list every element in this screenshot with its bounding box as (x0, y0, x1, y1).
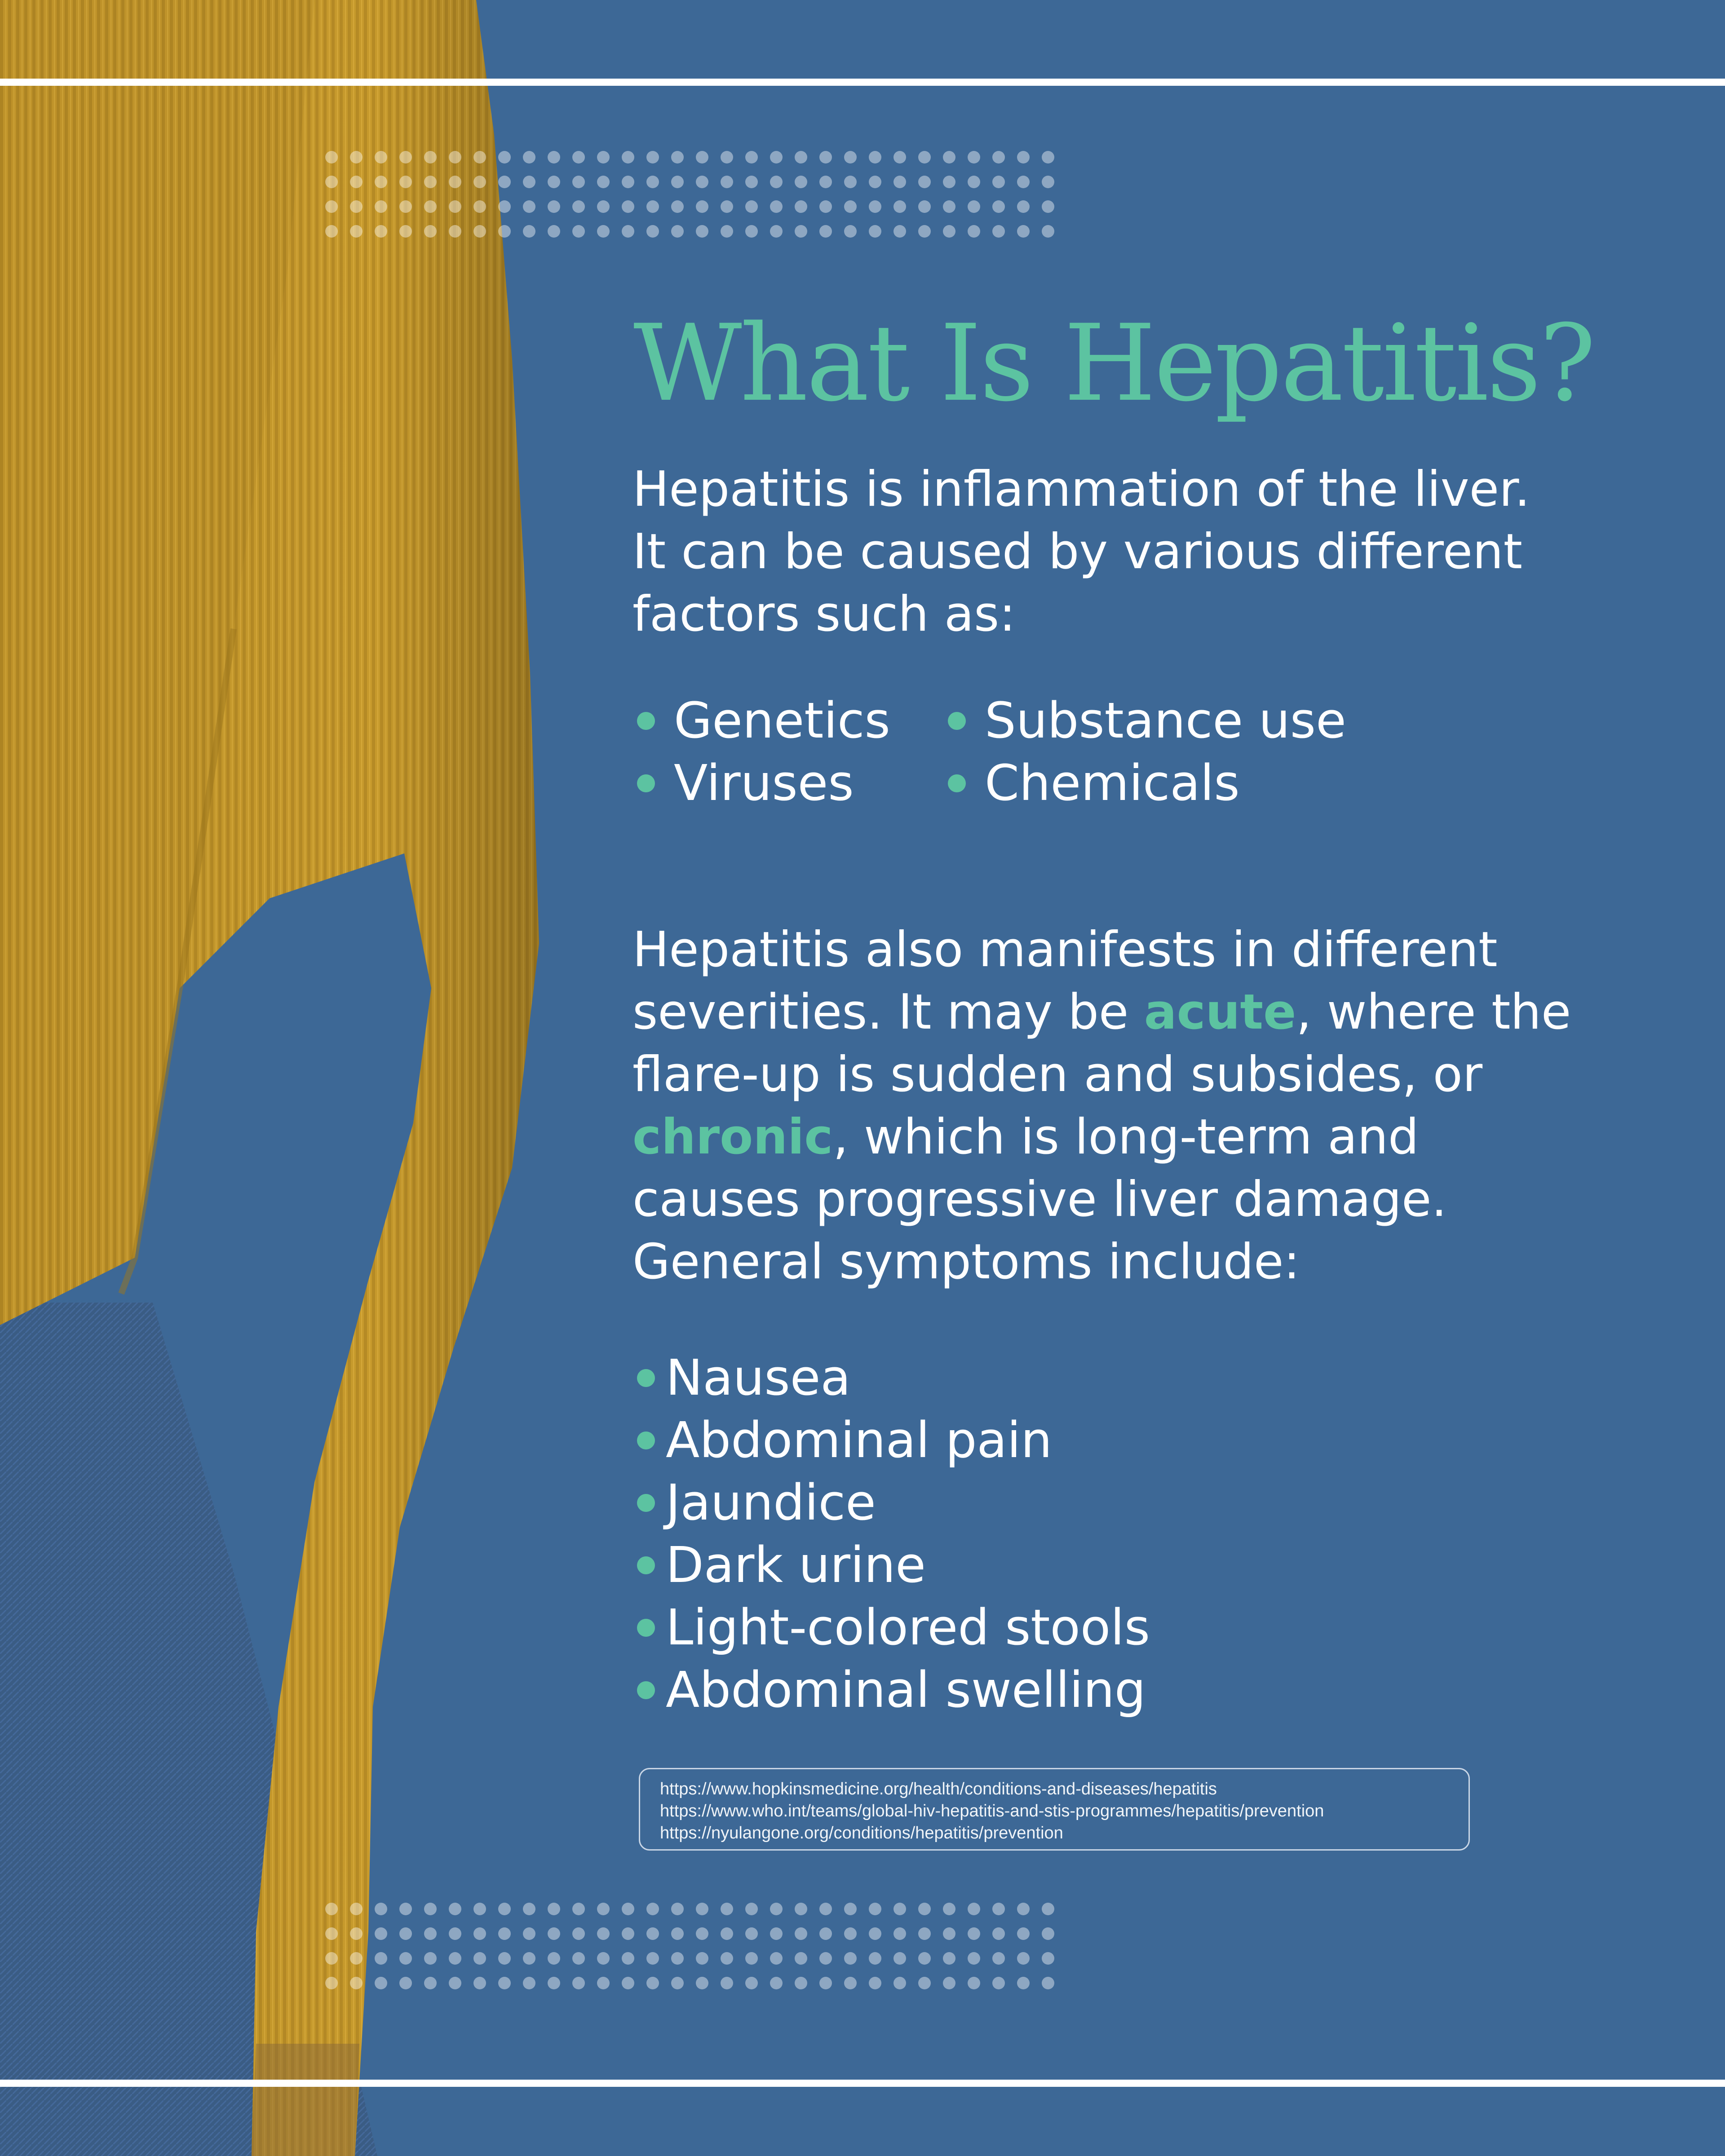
decor-dot (597, 151, 610, 163)
decor-dot (1042, 176, 1054, 188)
decor-dot (548, 1903, 560, 1915)
decor-dot (893, 176, 906, 188)
decor-dot (523, 1903, 535, 1915)
decor-dot (498, 1903, 511, 1915)
decor-dot (449, 1903, 461, 1915)
decor-dot (671, 200, 684, 213)
decor-dot (770, 200, 783, 213)
decor-dot (473, 200, 486, 213)
decor-dot (572, 1927, 585, 1940)
decor-dot (918, 1903, 931, 1915)
decor-dot (819, 151, 832, 163)
decor-dot (572, 176, 585, 188)
decor-dot (992, 176, 1005, 188)
decor-dot (1017, 1952, 1030, 1965)
decor-dot (795, 200, 807, 213)
decor-dot (696, 1952, 708, 1965)
list-item: Nausea (634, 1347, 1150, 1409)
bullet-icon (637, 1681, 655, 1699)
causes-list-left (634, 689, 890, 814)
decor-dot (424, 151, 437, 163)
decor-dot (696, 225, 708, 238)
decor-dot (671, 225, 684, 238)
source-link[interactable]: https://www.hopkinsmedicine.org/health/conditions-and-diseases/hepatitis (660, 1780, 1217, 1798)
decor-dot (449, 1977, 461, 1989)
decor-dot (646, 1927, 659, 1940)
decor-dot (696, 176, 708, 188)
decor-dot (943, 151, 955, 163)
decor-dot (795, 225, 807, 238)
decor-dot (918, 200, 931, 213)
decor-dot (523, 1952, 535, 1965)
list-item: Light-colored stools (634, 1596, 1150, 1659)
decor-dot (325, 200, 338, 213)
decor-dot (770, 1952, 783, 1965)
severity-paragraph: Hepatitis also manifests in different severities. It may be acute, where the flare-up is sudden and subsides, or chronic, which is long-term and causes progressive liver damage. General symptoms include: (632, 922, 1571, 1290)
decor-dot (819, 1927, 832, 1940)
decor-dot (622, 1903, 634, 1915)
decor-dot (770, 151, 783, 163)
decor-dot (770, 176, 783, 188)
decor-dot (918, 1977, 931, 1989)
decor-dot (844, 225, 857, 238)
decor-dot (498, 225, 511, 238)
decor-dot (992, 225, 1005, 238)
chronic-highlight: chronic (632, 1109, 833, 1165)
bullet-icon (948, 774, 966, 792)
decor-dot (893, 1927, 906, 1940)
decor-dot (424, 1952, 437, 1965)
decor-dot (721, 1903, 733, 1915)
decor-dot (795, 1927, 807, 1940)
decor-dot (795, 151, 807, 163)
decor-dot (1017, 1977, 1030, 1989)
decor-dot (523, 151, 535, 163)
list-item: Dark urine (634, 1534, 1150, 1596)
decor-dot (770, 1927, 783, 1940)
bullet-icon (637, 1369, 655, 1387)
intro-paragraph: Hepatitis is inflammation of the liver. It can be caused by various different factors such as: (632, 461, 1530, 642)
decor-dot (449, 225, 461, 238)
bullet-icon (637, 1556, 655, 1574)
decor-dot (869, 1927, 881, 1940)
decor-dot (844, 1977, 857, 1989)
decor-dot (671, 1977, 684, 1989)
decor-dot (1017, 1903, 1030, 1915)
decor-dot (646, 1903, 659, 1915)
decor-dot (622, 200, 634, 213)
decor-dot (671, 1903, 684, 1915)
decor-dot (893, 200, 906, 213)
decor-dot (473, 1952, 486, 1965)
decor-dot (597, 1977, 610, 1989)
decor-dot (869, 1903, 881, 1915)
decor-dot (473, 151, 486, 163)
decor-dot (844, 200, 857, 213)
decor-dot (350, 1977, 363, 1989)
decor-dot (498, 1927, 511, 1940)
decor-dot (375, 1903, 387, 1915)
decor-dot (671, 1927, 684, 1940)
decor-dot (745, 1903, 758, 1915)
decor-dot (943, 200, 955, 213)
decor-dot (548, 200, 560, 213)
decor-dot (473, 1903, 486, 1915)
source-link[interactable]: https://www.who.int/teams/global-hiv-hepatitis-and-stis-programmes/hepatitis/prevention (660, 1802, 1324, 1820)
decor-dot (968, 1977, 980, 1989)
decor-dot (992, 1952, 1005, 1965)
decor-dot (350, 225, 363, 238)
decor-dot (523, 1977, 535, 1989)
decor-dot (795, 1977, 807, 1989)
decor-dot (597, 1927, 610, 1940)
decor-dot (745, 200, 758, 213)
decor-dot (399, 200, 412, 213)
decor-dot (646, 151, 659, 163)
decor-dot (745, 176, 758, 188)
decor-dot (498, 200, 511, 213)
decor-dot (918, 151, 931, 163)
bullet-icon (637, 1431, 655, 1449)
decor-dot (869, 151, 881, 163)
decor-dot (968, 151, 980, 163)
decor-dot (869, 225, 881, 238)
decor-dot (992, 200, 1005, 213)
decor-dot (968, 200, 980, 213)
decor-dot (721, 1952, 733, 1965)
decor-dot (498, 176, 511, 188)
decor-dot (350, 1903, 363, 1915)
decor-dot (918, 1927, 931, 1940)
decor-dot (1017, 225, 1030, 238)
decor-dot (992, 1977, 1005, 1989)
decor-dot (893, 151, 906, 163)
decor-dot (1017, 1927, 1030, 1940)
decor-dot (745, 1952, 758, 1965)
decor-dot (375, 200, 387, 213)
decor-dot (943, 1952, 955, 1965)
decor-dot (770, 1977, 783, 1989)
decor-dot (646, 1977, 659, 1989)
decor-dot (597, 1903, 610, 1915)
decor-dot (721, 225, 733, 238)
decor-dot (523, 225, 535, 238)
decor-dot (968, 1903, 980, 1915)
list-item: Substance use (945, 689, 1346, 752)
decor-dot (622, 1927, 634, 1940)
decor-dot (424, 176, 437, 188)
decor-dot (770, 1903, 783, 1915)
decor-dot (869, 200, 881, 213)
decor-dot (1042, 1977, 1054, 1989)
decor-dot (375, 225, 387, 238)
decor-dot (375, 176, 387, 188)
decor-dot (572, 151, 585, 163)
decor-dot (622, 225, 634, 238)
decor-dot (399, 151, 412, 163)
decor-dot (745, 225, 758, 238)
decor-dot (548, 176, 560, 188)
decor-dot (844, 1903, 857, 1915)
decor-dot (968, 1927, 980, 1940)
decor-dot (325, 1927, 338, 1940)
decor-dot (597, 200, 610, 213)
decor-dot (893, 1952, 906, 1965)
decor-dot (844, 176, 857, 188)
decor-dot (646, 176, 659, 188)
decor-dot (325, 176, 338, 188)
decor-dot (449, 176, 461, 188)
decor-dot (968, 1952, 980, 1965)
decor-dot (721, 151, 733, 163)
decor-dot (943, 1977, 955, 1989)
causes-list-right (945, 689, 1346, 814)
page-title: What Is Hepatitis? (633, 302, 1594, 425)
decor-dot (572, 1952, 585, 1965)
decor-dot (523, 176, 535, 188)
decor-dot (745, 1927, 758, 1940)
decor-dot (869, 1977, 881, 1989)
decor-dot (795, 176, 807, 188)
decor-dot (449, 151, 461, 163)
decor-dot (819, 176, 832, 188)
decor-dot (1042, 1903, 1054, 1915)
bullet-icon (948, 712, 966, 730)
decor-dot (399, 1927, 412, 1940)
decor-dot (597, 176, 610, 188)
decor-dot (943, 176, 955, 188)
decor-dot (350, 1927, 363, 1940)
decor-dot (399, 1903, 412, 1915)
list-item: Genetics (634, 689, 890, 752)
decor-dot (399, 1952, 412, 1965)
decor-dot (869, 1952, 881, 1965)
decor-dot (893, 225, 906, 238)
decor-dot (498, 1977, 511, 1989)
decor-dot (696, 1903, 708, 1915)
decor-dot (992, 151, 1005, 163)
bullet-icon (637, 1619, 655, 1637)
decor-dot (325, 1903, 338, 1915)
decor-dot (819, 225, 832, 238)
decor-dot (622, 176, 634, 188)
decor-dot (523, 1927, 535, 1940)
decor-dot (745, 151, 758, 163)
decor-dot (1042, 200, 1054, 213)
decor-dot (1017, 200, 1030, 213)
list-item: Abdominal swelling (634, 1659, 1150, 1721)
decor-dot (622, 151, 634, 163)
decor-dot (795, 1952, 807, 1965)
decor-dot (424, 1927, 437, 1940)
source-link[interactable]: https://nyulangone.org/conditions/hepatitis/prevention (660, 1824, 1063, 1842)
decor-dot (449, 1952, 461, 1965)
decor-dot (375, 151, 387, 163)
decor-dot (449, 200, 461, 213)
decor-dot (597, 225, 610, 238)
decor-dot (819, 1952, 832, 1965)
list-item: Abdominal pain (634, 1409, 1150, 1471)
decor-dot (721, 1927, 733, 1940)
decor-dot (646, 225, 659, 238)
decor-dot (696, 200, 708, 213)
decor-dot (449, 1927, 461, 1940)
decor-dot (1042, 1952, 1054, 1965)
decor-dot (622, 1977, 634, 1989)
decor-dot (1017, 151, 1030, 163)
decor-dot (1017, 176, 1030, 188)
decor-dot (819, 1977, 832, 1989)
decor-dot (473, 1927, 486, 1940)
decor-dot (869, 176, 881, 188)
decor-dot (1042, 225, 1054, 238)
decor-dot (696, 151, 708, 163)
decor-dot (992, 1927, 1005, 1940)
decor-dot (523, 200, 535, 213)
decor-dot (671, 1952, 684, 1965)
decor-dot (572, 225, 585, 238)
decor-dot (399, 176, 412, 188)
decor-dot (671, 176, 684, 188)
decor-dot (424, 1977, 437, 1989)
decor-dot (918, 176, 931, 188)
decor-dot (473, 176, 486, 188)
decor-dot (844, 1952, 857, 1965)
sources-box (639, 1768, 1470, 1851)
decor-dot (498, 1952, 511, 1965)
decor-dot (325, 1977, 338, 1989)
decor-dot (350, 200, 363, 213)
decor-dot (893, 1977, 906, 1989)
decor-dot (745, 1977, 758, 1989)
decor-dot (350, 151, 363, 163)
decor-dot (992, 1903, 1005, 1915)
symptoms-list (634, 1347, 1150, 1721)
decor-dot (968, 225, 980, 238)
decor-dot (424, 225, 437, 238)
decor-dot (918, 1952, 931, 1965)
decor-dot (572, 200, 585, 213)
decor-dot (572, 1903, 585, 1915)
decor-dot (548, 1977, 560, 1989)
decor-dot (375, 1952, 387, 1965)
decor-dot (1042, 151, 1054, 163)
decor-dot (943, 1927, 955, 1940)
decor-dot (375, 1927, 387, 1940)
decor-dot (918, 225, 931, 238)
decor-dot (1042, 1927, 1054, 1940)
decor-dot (399, 1977, 412, 1989)
decor-dot (597, 1952, 610, 1965)
decor-dot (844, 1927, 857, 1940)
decor-dot (943, 1903, 955, 1915)
dot-pattern-bottom (319, 1895, 1065, 1999)
list-item: Viruses (634, 752, 890, 814)
decor-dot (424, 1903, 437, 1915)
decor-dot (696, 1927, 708, 1940)
decor-dot (325, 225, 338, 238)
decor-dot (350, 176, 363, 188)
decor-dot (646, 1952, 659, 1965)
decor-dot (498, 151, 511, 163)
decor-dot (968, 176, 980, 188)
decor-dot (375, 1977, 387, 1989)
bottom-rule (0, 2080, 1725, 2087)
decor-dot (548, 1927, 560, 1940)
decor-dot (572, 1977, 585, 1989)
decor-dot (943, 225, 955, 238)
bullet-icon (637, 1494, 655, 1512)
decor-dot (671, 151, 684, 163)
decor-dot (325, 1952, 338, 1965)
decor-dot (819, 1903, 832, 1915)
decor-dot (844, 151, 857, 163)
decor-dot (473, 225, 486, 238)
decor-dot (548, 1952, 560, 1965)
decor-dot (721, 176, 733, 188)
decor-dot (424, 200, 437, 213)
top-rule (0, 79, 1725, 86)
decor-dot (795, 1903, 807, 1915)
decor-dot (721, 200, 733, 213)
acute-highlight: acute (1144, 984, 1296, 1040)
dot-pattern-top (319, 144, 1065, 247)
decor-dot (473, 1977, 486, 1989)
decor-dot (399, 225, 412, 238)
decor-dot (548, 225, 560, 238)
decor-dot (770, 225, 783, 238)
bullet-icon (637, 774, 655, 792)
decor-dot (819, 200, 832, 213)
decor-dot (548, 151, 560, 163)
decor-dot (893, 1903, 906, 1915)
decor-dot (350, 1952, 363, 1965)
list-item: Chemicals (945, 752, 1346, 814)
decor-dot (622, 1952, 634, 1965)
decor-dot (721, 1977, 733, 1989)
decor-dot (325, 151, 338, 163)
bullet-icon (637, 712, 655, 730)
decor-dot (646, 200, 659, 213)
decor-dot (696, 1977, 708, 1989)
list-item: Jaundice (634, 1471, 1150, 1534)
